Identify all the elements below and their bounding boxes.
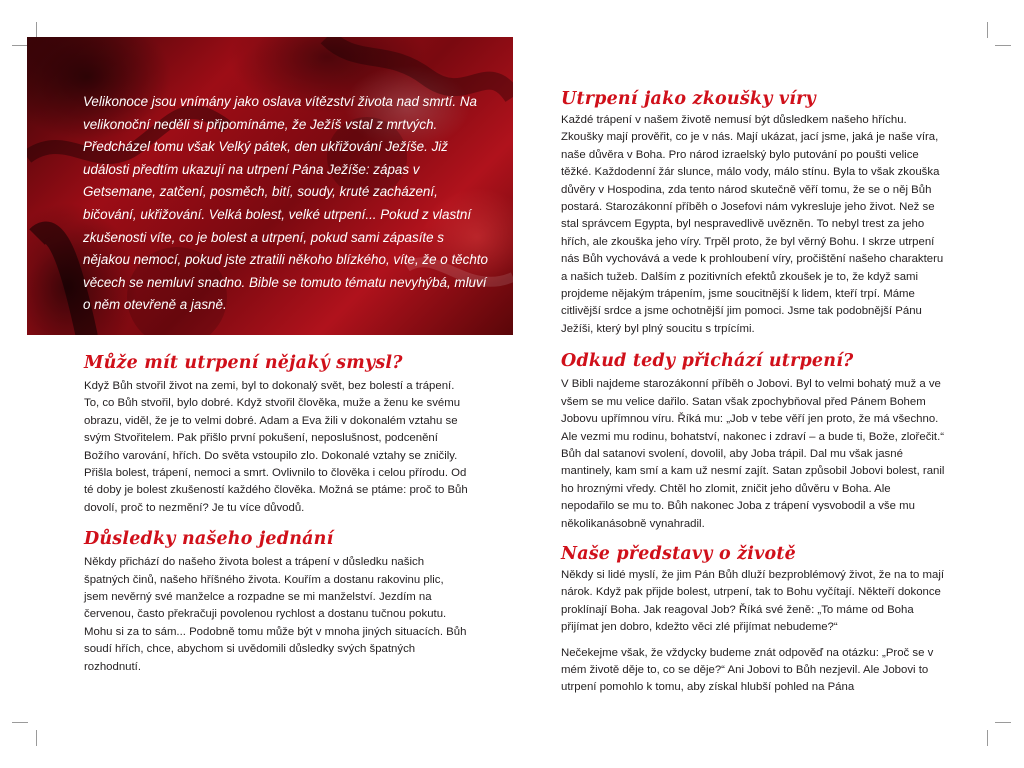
section-heading: Naše představy o životě [561,543,796,564]
section-text: Někdy si lidé myslí, že jim Pán Bůh dluží bezproblémový život, že na to mají nárok. Když pak přijde bolest, utrpení, tak to Bohu vyčítají. Někteří dokonce proklínají Boha. Jak reagoval Job? Říká své ženě: „To máme od Boha přijímat jen dobro, kdežto věci zlé přijímat nebudeme?“ [561,568,945,634]
crop-mark [987,730,988,746]
intro-text: Velikonoce jsou vnímány jako oslava vítězství života nad smrtí. Na velikonoční neděli si připomínáme, že Ježíš vstal z mrtvých. Předcházel tomu však Velký pátek, den ukřižování Ježíše. Již události předtím ukazují na utrpení Pána Ježíše: zápas v Getsemane, zatčení, posměch, bití, soudy, kruté zacházení, bičování, ukřižování. Velká bolest, velké utrpení... Pokud z vlastní zkušenosti víte, co je bolest a utrpení, pokud sami zápasíte s nějakou nemocí, pokud jste ztratili někoho blízkého, víte, že o těchto věcech se nemluví snadno. Bible se tomuto tématu nevyhýbá, mluví o něm otevřeně a jasně. [83,94,488,313]
section-text: Někdy přichází do našeho života bolest a trápení v důsledku našich špatných činů, našeho hříšného života. Kouřím a dostanu rakovinu plic, jsem nevěrný své manželce a rozpadne se mi manželství. Jezdím na červenou, často překračuji povolenou rychlost a dostanu tučnou pokutu. Mohu si za to sám... Podobně tomu může být v mnoha jiných situacích. Bůh soudí hřích, chce, abychom si uvědomili důsledky svých špatných rozhodnutí. [84,556,467,673]
crop-mark [987,22,988,38]
crop-mark [36,730,37,746]
crop-mark [12,45,28,46]
crop-mark [995,45,1011,46]
crop-mark [12,722,28,723]
right-column [561,88,945,697]
section-heading: Odkud tedy přichází utrpení? [561,351,854,372]
section-heading: Důsledky našeho jednání [84,529,334,550]
section-heading: Může mít utrpení nějaký smysl? [84,353,403,373]
section-text: Každé trápení v našem životě nemusí být důsledkem našeho hříchu. Zkoušky mají prověřit, co je v nás. Mají ukázat, jací jsme, jaká je naše víra, naše důvěra v Boha. Pro národ izraelský bylo putování po poušti velice těžké. Každodenní žár slunce, málo vody, málo stínu. Byla to však zkouška důvěry v Hospodina, zda tento národ skutečně věří tomu, že se o něj Bůh postará. Starozákonní příběh o Josefovi nám vykresluje jeho život. Než se stal správcem Egypta, byl nespravedlivě uvězněn. To nebyl trest za jeho hřích, ale zkouška jeho víry. Trpěl proto, že byl věrný Bohu. I skrze utrpení nás Bůh vychovává a vede k prohloubení víry, pročištění našeho charakteru a našich tužeb. Dalším z pozitivních efektů zkoušek je to, že když sami projdeme nějakým trápením, jsme soucitnější k lidem, kteří trpí. Máme citlivější srdce a jsme ochotnější jim pomoci. Jsme tak podobnější Pánu Ježíši, který byl plný soucitu s trpícími. [561,114,944,335]
hero-image [27,37,513,335]
section-text: V Bibli najdeme starozákonní příběh o Jobovi. Byl to velmi bohatý muž a ve všem se mu velice dařilo. Satan však zpochybňoval před Pánem Bohem Jobovu upřímnou víru. Říká mu: „Job v tebe věří jen proto, že má všechno. Ale vezmi mu rodinu, bohatství, nakonec i zdraví – a bude ti, Bože, zlořečit.“ Bůh dal satanovi svolení, dovolil, aby Joba trápil. Dal mu však jasné mantinely, kam smí a kam už nesmí zajít. Satan způsobil Jobovi bolest, ranil ho hroznými vředy. Chtěl ho zlomit, zničit jeho důvěru v Boha. Ale nepodařilo se mu to. Bůh nakonec Joba z trápení vysvobodil a vše mu několikanásobně vynahradil. [561,378,945,530]
section-text: Když Bůh stvořil život na zemi, byl to dokonalý svět, bez bolestí a trápení. To, co Bůh stvořil, bylo dobré. Když stvořil člověka, muže a ženu ke svému obrazu, viděl, že je to velmi dobré. Adam a Eva žili v dokonalém vztahu se svým Stvořitelem. Pak přišlo první pokušení, neposlušnost, podcenění Božího varování, hřích. Do světa vstoupilo zlo. Dokonalé vztahy se zničily. Přišla bolest, trápení, nemoci a smrt. Ovlivnilo to člověka i celou přírodu. Od té doby je bolest zkušeností každého člověka. Možná se ptáme: proč to Bůh dovolí, proč to nezmění? Je tu více důvodů. [84,380,468,514]
section-text: Nečekejme však, že vždycky budeme znát odpověď na otázku: „Proč se v mém životě děje to, co se děje?“ Ani Jobovi to Bůh nezjevil. Ale Jobovi to utrpení pomohlo k tomu, aby získal hlubší pohled na Pána [561,646,934,694]
crop-mark [995,722,1011,723]
left-column [84,352,468,676]
crop-mark [36,22,37,38]
section-heading: Utrpení jako zkoušky víry [561,89,816,109]
